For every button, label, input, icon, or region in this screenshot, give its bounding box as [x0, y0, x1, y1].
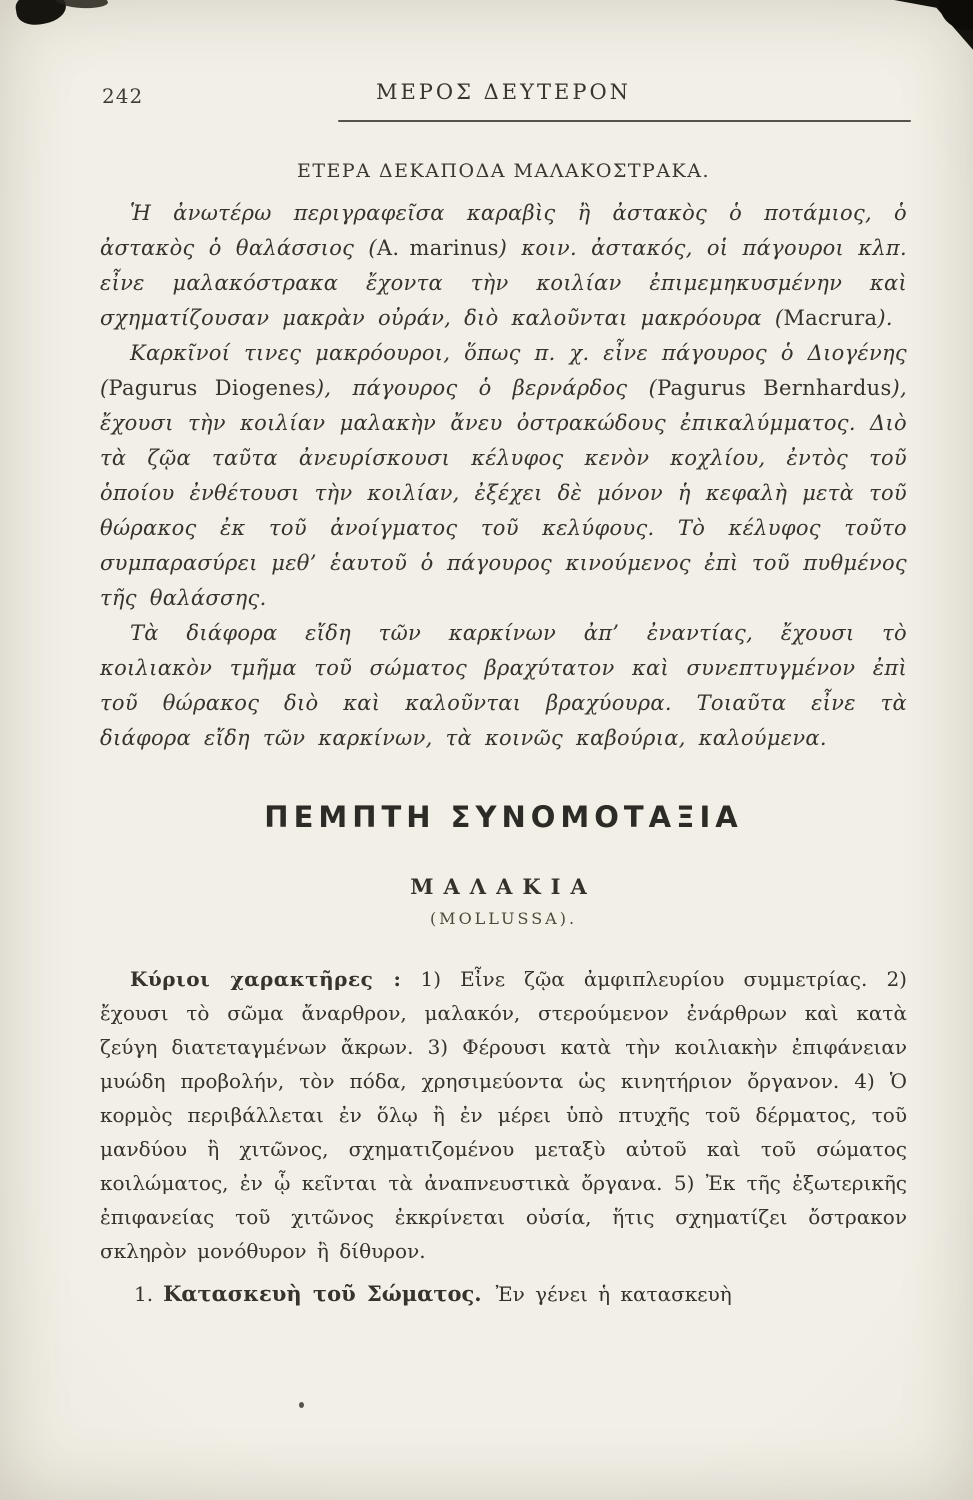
running-header [100, 76, 907, 128]
paragraph-brachyura: Τὰ διάφορα εἴδη τῶν καρκίνων ἀπ’ ἐναντίας, ἔχουσι τὸ κοιλιακὸν τμῆμα τοῦ σώματος βραχύτατον καὶ συνεπτυγμένον ἐπὶ τοῦ θώρακος διὸ καὶ καλοῦνται βραχύουρα. Τοιαῦτα εἶνε τὰ διάφορα εἴδη τῶν καρκίνων, τὰ κοινῶς καβούρια, καλούμενα. [100, 621, 907, 750]
class-heading-latin: (MOLLUSSA). [429, 909, 578, 928]
running-header-title: ΜΕΡΟΣ ΔΕΥΤΕΡΟΝ [375, 80, 632, 104]
page-content [100, 76, 907, 1312]
greek-text: ) κοιν. ἀστακός, οἱ πάγουροι κλπ. εἶνε μαλακόστρακα ἔχοντα τὴν κοιλίαν ἐπιμεμηκυσμένην καὶ σχηματίζουσαν μακρὰν οὐράν, διὸ καλοῦνται μακρόουρα ( [100, 236, 908, 330]
paragraph-characters [100, 962, 907, 1268]
construction-number: 1. [134, 1282, 154, 1306]
header-rule [338, 120, 911, 122]
species-latin-name: Pagurus Bernhardus [657, 376, 892, 400]
scan-artifact-top-right-corner [939, 0, 973, 30]
species-latin-name: Macrura [783, 306, 878, 330]
characters-lead-label: Κύριοι χαρακτῆρες : [130, 967, 402, 991]
section-heading-decapoda: ΕΤΕΡΑ ΔΕΚΑΠΟΔΑ ΜΑΛΑΚΟΣΤΡΑΚΑ. [296, 160, 711, 182]
ink-dot-artifact [299, 1402, 304, 1408]
greek-text: ), πάγουρος ὁ βερνάρδος ( [315, 376, 658, 400]
paragraph-macrura [100, 196, 907, 336]
paragraph-body-construction [100, 1276, 907, 1312]
greek-text: ), ἔχουσι τὴν κοιλίαν μαλακὴν ἄνευ ὀστρακώδους ἐπικαλύμματος. Διὸ τὰ ζῷα ταῦτα ἀνευρίσκουσι κέλυφος κενὸν κοχλίου, ἐντὸς τοῦ ὁποίου ἐνθέτουσι τὴν κοιλίαν, ἐξέχει δὲ μόνον ἡ κεφαλὴ μετὰ τοῦ θώρακος ἐκ τοῦ ἀνοίγματος τοῦ κελύφους. Τὸ κέλυφος τοῦτο συμπαρασύρει μεθ’ ἑαυτοῦ ὁ πάγουρος κινούμενος ἐπὶ τοῦ πυθμένος τῆς θαλάσσης. [100, 376, 907, 610]
construction-title: Κατασκευὴ τοῦ Σώματος. [163, 1281, 482, 1306]
page-number: 242 [102, 84, 144, 108]
greek-text: Καρκῖνοί τινες μακρόουροι, ὅπως π. χ. εἶνε πάγουρος ὁ Διογένης ( [100, 341, 907, 400]
species-latin-name: Pagurus Diogenes [108, 376, 316, 400]
greek-text: Ἡ ἀνωτέρω περιγραφεῖσα καραβὶς ἢ ἀστακὸς ὁ ποτάμιος, ὁ ἀστακὸς ὁ θαλάσσιος ( [100, 201, 907, 260]
class-heading: ΜΑΛΑΚΙΑ [410, 874, 597, 899]
species-latin-name: A. marinus [376, 236, 499, 260]
phylum-heading: ΠΕΜΠΤΗ ΣΥΝΟΜΟΤΑΞΙΑ [264, 800, 743, 834]
construction-text: Ἐν γένει ἡ κατασκευὴ [495, 1282, 732, 1306]
characters-text: 1) Εἶνε ζῷα ἀμφιπλευρίου συμμετρίας. 2) ἔχουσι τὸ σῶμα ἄναρθρον, μαλακόν, στερούμενον ἐνάρθρων καὶ κατὰ ζεύγη διατεταγμένων ἄκρων. 3) Φέρουσι κατὰ τὴν κοιλιακὴν ἐπιφάνειαν μυώδη προβολήν, τὸν πόδα, χρησιμεύοντα ὡς κινητήριον ὄργανον. 4) Ὁ κορμὸς περιβάλλεται ἐν ὅλῳ ἢ ἐν μέρει ὑπὸ πτυχῆς τοῦ δέρματος, τοῦ μανδύου ἢ χιτῶνος, σχηματιζομένου μεταξὺ αὐτοῦ καὶ τοῦ σώματος κοιλώματος, ἐν ᾧ κεῖνται τὰ ἀναπνευστικὰ ὄργανα. 5) Ἐκ τῆς ἐξωτερικῆς ἐπιφανείας τοῦ χιτῶνος ἐκκρίνεται οὐσία, ἥτις σχηματίζει ὄστρακον σκληρὸν μονόθυρον ἢ δίθυρον. [100, 967, 907, 1263]
paragraph-hermit-crabs [100, 336, 907, 616]
scan-artifact-top-left [14, 0, 68, 28]
greek-text: ). [877, 306, 893, 330]
